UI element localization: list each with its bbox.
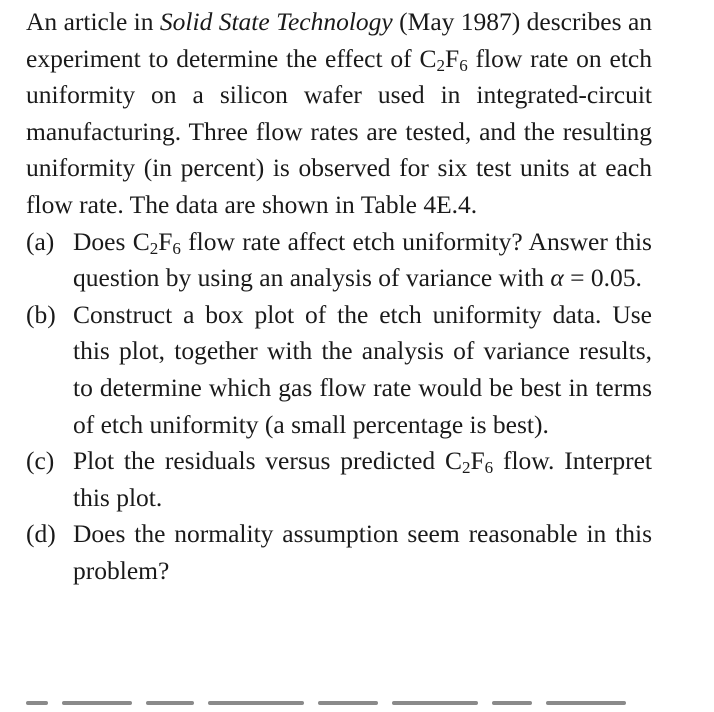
intro-text-end: flow rate on etch uniformity on a silicon wafer used in integrated-circuit manufacturing. Three flow rates are tested, and the resulting uniformity (in percent) is observed for six test units at each flow rate. The data are shown in Table 4E.4. <box>26 43 652 219</box>
gas-formula: $C_2F_6$ <box>419 43 468 75</box>
question-label: (b) <box>26 299 56 329</box>
question-text: Does the normality assumption seem reasonable in this problem? <box>73 519 652 585</box>
problem-text <box>26 4 652 590</box>
source-journal-title: Solid State Technology <box>159 7 393 36</box>
intro-text-start: An article in <box>26 7 160 36</box>
gas-formula: $C_2F_6$ <box>444 446 494 478</box>
question-c: (c) Plot the residuals versus predicted $C_2F_6$ flow. Interpret this plot. <box>26 443 652 516</box>
question-label: (c) <box>26 446 55 476</box>
question-b <box>26 297 652 443</box>
alpha-symbol: α <box>550 263 564 293</box>
question-d <box>26 516 652 589</box>
question-label: (a) <box>26 226 55 256</box>
cut-off-next-line <box>26 692 652 712</box>
gas-formula: $C_2F_6$ <box>132 226 181 258</box>
question-a: (a) Does $C_2F_6$ flow rate affect etch uniformity? Answer this question by using an analysis of variance with α = 0.05. <box>26 224 652 297</box>
intro-text-middle: (May 1987) describes an experiment to determine the effect of <box>26 7 653 73</box>
question-text: Construct a box plot of the etch uniformity data. Use this plot, together with the analysis of variance results, to determine which gas flow rate would be best in terms of etch uniformity (a small percentage is best). <box>73 299 652 439</box>
question-label: (d) <box>26 519 56 549</box>
problem-intro-paragraph <box>26 4 652 224</box>
